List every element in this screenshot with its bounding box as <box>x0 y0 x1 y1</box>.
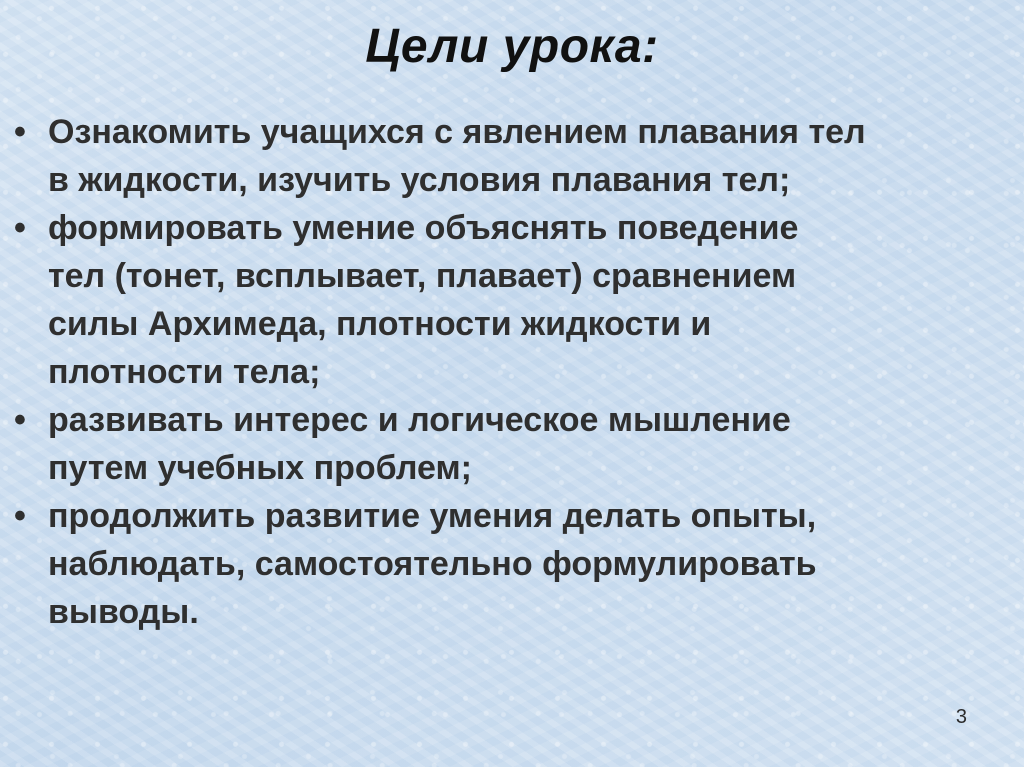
slide-title: Цели урока: <box>365 20 659 73</box>
bullet-icon: • <box>14 497 26 535</box>
bullet-text: продолжить развитие умения делать опыты, наблюдать, самостоятельно формулировать выводы. <box>48 497 817 631</box>
bullet-list <box>0 108 1024 636</box>
bullet-text: развивать интерес и логическое мышление путем учебных проблем; <box>48 401 791 487</box>
bullet-item <box>0 204 1024 396</box>
bullet-text: формировать умение объяснять поведение тел (тонет, всплывает, плавает) сравнением силы Архимеда, плотности жидкости и плотности тела; <box>48 209 799 391</box>
bullet-icon: • <box>14 113 26 151</box>
bullet-text: Ознакомить учащихся с явлением плавания тел в жидкости, изучить условия плавания тел; <box>48 113 866 199</box>
bullet-item <box>0 492 1024 636</box>
bullet-icon: • <box>14 401 26 439</box>
bullet-icon: • <box>14 209 26 247</box>
bullet-item <box>0 108 1024 204</box>
bullet-item <box>0 396 1024 492</box>
slide-number: 3 <box>955 706 967 728</box>
